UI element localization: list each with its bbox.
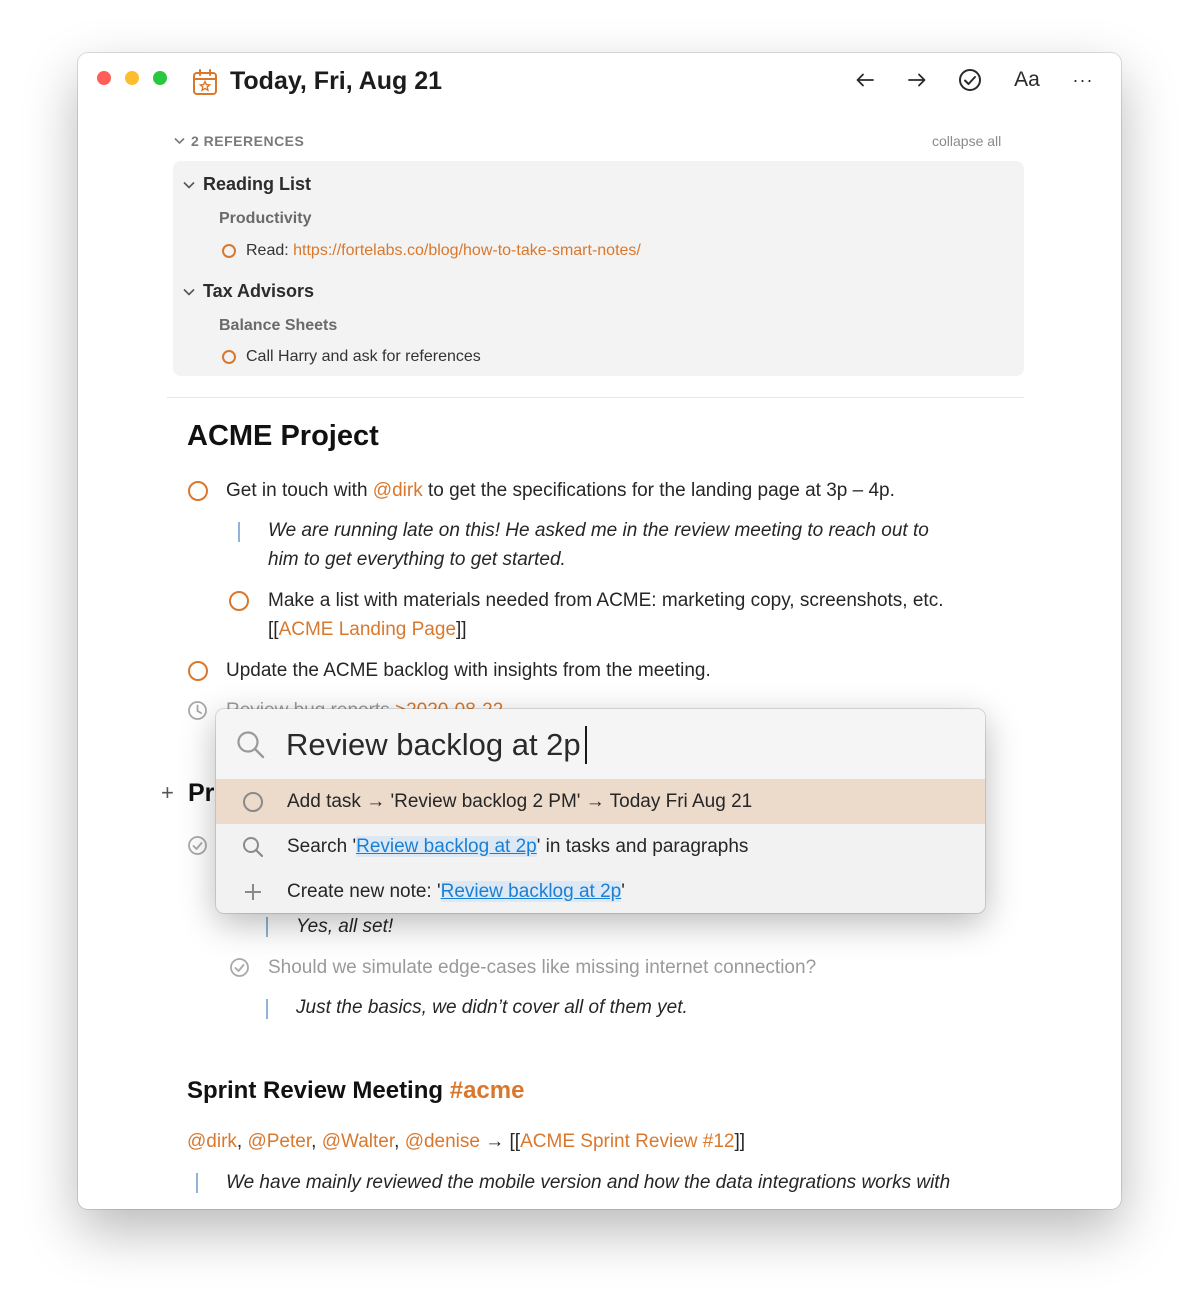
reference-task: Call Harry and ask for references <box>222 348 481 366</box>
back-arrow-icon[interactable] <box>850 65 880 95</box>
clock-icon[interactable] <box>187 700 208 721</box>
text-caret <box>585 726 587 764</box>
note-link[interactable]: ACME Sprint Review #12 <box>520 1131 735 1152</box>
note-link[interactable]: ACME Landing Page <box>278 619 457 640</box>
page-title: Today, Fri, Aug 21 <box>230 67 443 95</box>
mention-link[interactable]: @dirk <box>372 480 423 501</box>
search-term-link[interactable]: Review backlog at 2p <box>356 835 537 857</box>
chevron-down-icon[interactable] <box>183 181 195 189</box>
quote-text: We have mainly reviewed the mobile version and how the data integrations works with <box>226 1172 951 1193</box>
plus-icon <box>241 880 265 904</box>
references-panel <box>173 161 1024 376</box>
task-checkbox[interactable] <box>222 350 236 364</box>
reference-note-title[interactable]: Tax Advisors <box>183 281 314 302</box>
task-item[interactable]: Make a list with materials needed from ACME: marketing copy, screenshots, etc. [[ACME Landing Page]] <box>268 590 944 640</box>
quote-text: We are running late on this! He asked me in the review meeting to reach out to him to get everything to get started. <box>268 520 929 570</box>
chevron-down-icon <box>174 137 185 145</box>
minimize-window-button[interactable] <box>125 71 139 85</box>
attendees-line: @dirk, @Peter, @Walter, @denise → [[ACME Sprint Review #12]] <box>187 1131 746 1152</box>
task-checkbox[interactable] <box>188 661 208 681</box>
task-item[interactable]: Update the ACME backlog with insights from the meeting. <box>226 660 711 681</box>
zoom-window-button[interactable] <box>153 71 167 85</box>
font-settings-button[interactable]: Aa <box>1014 68 1040 91</box>
check-circle-icon[interactable] <box>955 65 985 95</box>
section-heading: Pr <box>188 779 215 807</box>
app-window <box>78 53 1121 1209</box>
section-heading: Sprint Review Meeting #acme <box>187 1077 525 1104</box>
quote-text: Just the basics, we didn’t cover all of them yet. <box>296 997 688 1018</box>
check-circle-icon[interactable] <box>229 957 250 978</box>
search-icon <box>236 730 266 760</box>
quote-bar <box>238 522 240 542</box>
reference-subheading: Productivity <box>219 210 312 227</box>
task-checkbox[interactable] <box>229 591 249 611</box>
url-link[interactable]: https://fortelabs.co/blog/how-to-take-smart-notes/ <box>293 242 641 259</box>
add-icon[interactable]: + <box>161 780 174 805</box>
task-item[interactable]: Get in touch with @dirk to get the specifications for the landing page at 3p – 4p. <box>226 480 895 501</box>
more-options-button[interactable]: ··· <box>1072 69 1094 90</box>
command-search-row <box>216 709 985 779</box>
mention-link[interactable]: @Peter <box>247 1131 312 1152</box>
search-icon <box>241 835 265 859</box>
new-note-title-link[interactable]: Review backlog at 2p <box>440 880 622 902</box>
command-bar-popup <box>216 709 985 913</box>
search-option[interactable]: Search 'Review backlog at 2p' in tasks and paragraphs <box>216 824 985 869</box>
task-checkbox[interactable] <box>222 244 236 258</box>
calendar-star-icon <box>192 68 218 96</box>
command-search-input[interactable] <box>286 725 946 765</box>
mention-link[interactable]: @Walter <box>321 1131 395 1152</box>
chevron-down-icon[interactable] <box>183 288 195 296</box>
references-toggle[interactable] <box>174 133 304 149</box>
task-checkbox[interactable] <box>188 481 208 501</box>
task-circle-icon <box>241 790 265 814</box>
reference-subheading: Balance Sheets <box>219 317 338 334</box>
close-window-button[interactable] <box>97 71 111 85</box>
hashtag-link[interactable]: #acme <box>449 1077 525 1104</box>
create-note-option[interactable]: Create new note: 'Review backlog at 2p' <box>216 869 985 913</box>
mention-link[interactable]: @dirk <box>187 1131 237 1152</box>
quote-bar <box>196 1173 198 1193</box>
collapse-all-link[interactable]: collapse all <box>932 133 1002 149</box>
completed-task[interactable]: Should we simulate edge-cases like missing internet connection? <box>268 957 817 978</box>
divider <box>167 397 1024 398</box>
reference-task: Read: https://fortelabs.co/blog/how-to-take-smart-notes/ <box>222 242 641 260</box>
references-count: 2 REFERENCES <box>191 133 305 149</box>
check-circle-icon[interactable] <box>187 835 208 856</box>
section-heading: ACME Project <box>187 420 379 452</box>
add-task-option[interactable]: Add task → 'Review backlog 2 PM' → Today Fri Aug 21 <box>216 779 985 824</box>
quote-bar <box>266 999 268 1019</box>
quote-bar <box>266 917 268 937</box>
reference-note-title[interactable]: Reading List <box>183 174 311 195</box>
mention-link[interactable]: @denise <box>404 1131 480 1152</box>
forward-arrow-icon[interactable] <box>902 65 932 95</box>
quote-text: Yes, all set! <box>296 916 394 937</box>
